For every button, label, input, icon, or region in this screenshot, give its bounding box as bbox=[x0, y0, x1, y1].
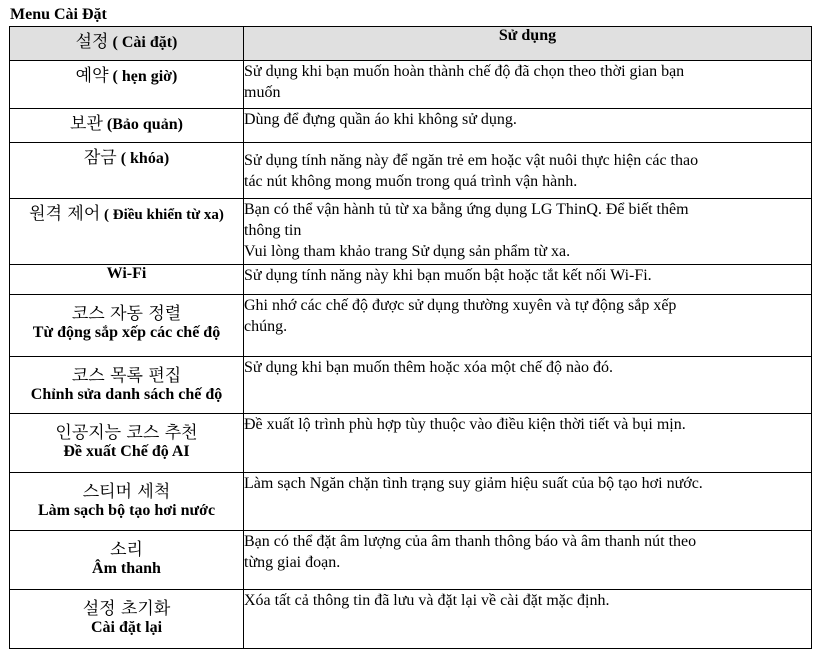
table-row bbox=[10, 109, 812, 143]
table-header-row bbox=[10, 27, 812, 61]
setting-cell bbox=[10, 143, 244, 199]
setting-vi: Cài đặt lại bbox=[90, 619, 163, 636]
usage-cell bbox=[244, 199, 812, 265]
header-usage: Sử dụng bbox=[244, 27, 812, 61]
setting-vi: Âm thanh bbox=[92, 560, 161, 577]
usage-cell bbox=[244, 265, 812, 295]
setting-vi: Làm sạch bộ tạo hơi nước bbox=[37, 502, 216, 519]
usage-line: Đề xuất lộ trình phù hợp tùy thuộc vào điều kiện thời tiết và bụi mịn. bbox=[244, 416, 686, 433]
table-row bbox=[10, 473, 812, 531]
table-row bbox=[10, 531, 812, 590]
usage-cell bbox=[244, 109, 812, 143]
header-setting-ko: 설정 bbox=[75, 32, 109, 52]
setting-vi: ( hẹn giờ) bbox=[108, 68, 178, 85]
setting-ko: 설정 초기화 bbox=[82, 599, 171, 619]
setting-cell bbox=[10, 109, 244, 143]
setting-ko: 예약 bbox=[75, 66, 109, 86]
usage-cell bbox=[244, 61, 812, 109]
table-row bbox=[10, 295, 812, 357]
setting-ko: 원격 제어 bbox=[29, 204, 101, 224]
usage-line: Sử dụng tính năng này khi bạn muốn bật hoặc tắt kết nối Wi-Fi. bbox=[244, 267, 652, 284]
setting-ko: 보관 bbox=[70, 114, 103, 134]
setting-cell bbox=[10, 295, 244, 357]
usage-line: Bạn có thể vận hành tủ từ xa bằng ứng dụng LG ThinQ. Để biết thêm bbox=[244, 201, 689, 218]
page-title: Menu Cài Đặt bbox=[10, 6, 107, 23]
setting-ko: 인공지능 코스 추천 bbox=[55, 423, 198, 443]
setting-vi: Wi-Fi bbox=[106, 265, 147, 282]
usage-line: Sử dụng khi bạn muốn thêm hoặc xóa một chế độ nào đó. bbox=[244, 359, 614, 376]
settings-menu-table bbox=[9, 26, 812, 649]
setting-ko: 소리 bbox=[110, 540, 143, 560]
usage-cell bbox=[244, 473, 812, 531]
setting-cell bbox=[10, 61, 244, 109]
usage-line: muốn bbox=[244, 84, 281, 101]
table-row bbox=[10, 590, 812, 649]
header-setting bbox=[10, 27, 244, 61]
setting-vi: Đề xuất Chế độ AI bbox=[63, 443, 190, 460]
setting-cell bbox=[10, 414, 244, 473]
setting-vi: (Bảo quản) bbox=[102, 116, 183, 133]
usage-line: Vui lòng tham khảo trang Sử dụng sản phẩm từ xa. bbox=[244, 243, 571, 260]
setting-vi: ( khóa) bbox=[116, 150, 170, 167]
usage-line: từng giai đoạn. bbox=[244, 554, 341, 571]
usage-line: Bạn có thể đặt âm lượng của âm thanh thông báo và âm thanh nút theo bbox=[244, 533, 697, 550]
usage-line: tác nút không mong muốn trong quá trình vận hành. bbox=[244, 172, 578, 190]
table-row bbox=[10, 143, 812, 199]
table-row bbox=[10, 61, 812, 109]
usage-line: chúng. bbox=[244, 318, 288, 335]
setting-ko: 코스 자동 정렬 bbox=[71, 304, 182, 324]
setting-ko: 코스 목록 편집 bbox=[71, 366, 182, 386]
usage-line: Xóa tất cả thông tin đã lưu và đặt lại về cài đặt mặc định. bbox=[244, 592, 610, 609]
usage-cell bbox=[244, 414, 812, 473]
setting-cell bbox=[10, 357, 244, 414]
table-row bbox=[10, 199, 812, 265]
header-setting-vi: ( Cài đặt) bbox=[108, 34, 178, 51]
setting-vi: ( Điều khiển từ xa) bbox=[100, 207, 224, 223]
usage-line: Dùng để đựng quần áo khi không sử dụng. bbox=[244, 111, 517, 128]
usage-cell bbox=[244, 590, 812, 649]
table-row bbox=[10, 357, 812, 414]
setting-cell bbox=[10, 265, 244, 295]
usage-line: Sử dụng tính năng này để ngăn trẻ em hoặc vật nuôi thực hiện các thao bbox=[244, 151, 699, 169]
usage-cell bbox=[244, 357, 812, 414]
table-row bbox=[10, 414, 812, 473]
usage-line: thông tin bbox=[244, 222, 302, 239]
setting-cell bbox=[10, 199, 244, 265]
usage-line: Sử dụng khi bạn muốn hoàn thành chế độ đã chọn theo thời gian bạn bbox=[244, 63, 685, 80]
usage-line: Ghi nhớ các chế độ được sử dụng thường xuyên và tự động sắp xếp bbox=[244, 297, 677, 314]
setting-ko: 잠금 bbox=[83, 148, 117, 168]
setting-cell bbox=[10, 531, 244, 590]
usage-cell bbox=[244, 531, 812, 590]
usage-line: Làm sạch Ngăn chặn tình trạng suy giảm hiệu suất của bộ tạo hơi nước. bbox=[244, 475, 703, 492]
setting-cell bbox=[10, 590, 244, 649]
setting-cell bbox=[10, 473, 244, 531]
setting-vi: Từ động sắp xếp các chế độ bbox=[32, 324, 221, 341]
setting-ko: 스티머 세척 bbox=[82, 482, 171, 502]
usage-cell bbox=[244, 295, 812, 357]
setting-vi: Chỉnh sửa danh sách chế độ bbox=[30, 386, 223, 403]
usage-cell bbox=[244, 143, 812, 199]
table-row bbox=[10, 265, 812, 295]
